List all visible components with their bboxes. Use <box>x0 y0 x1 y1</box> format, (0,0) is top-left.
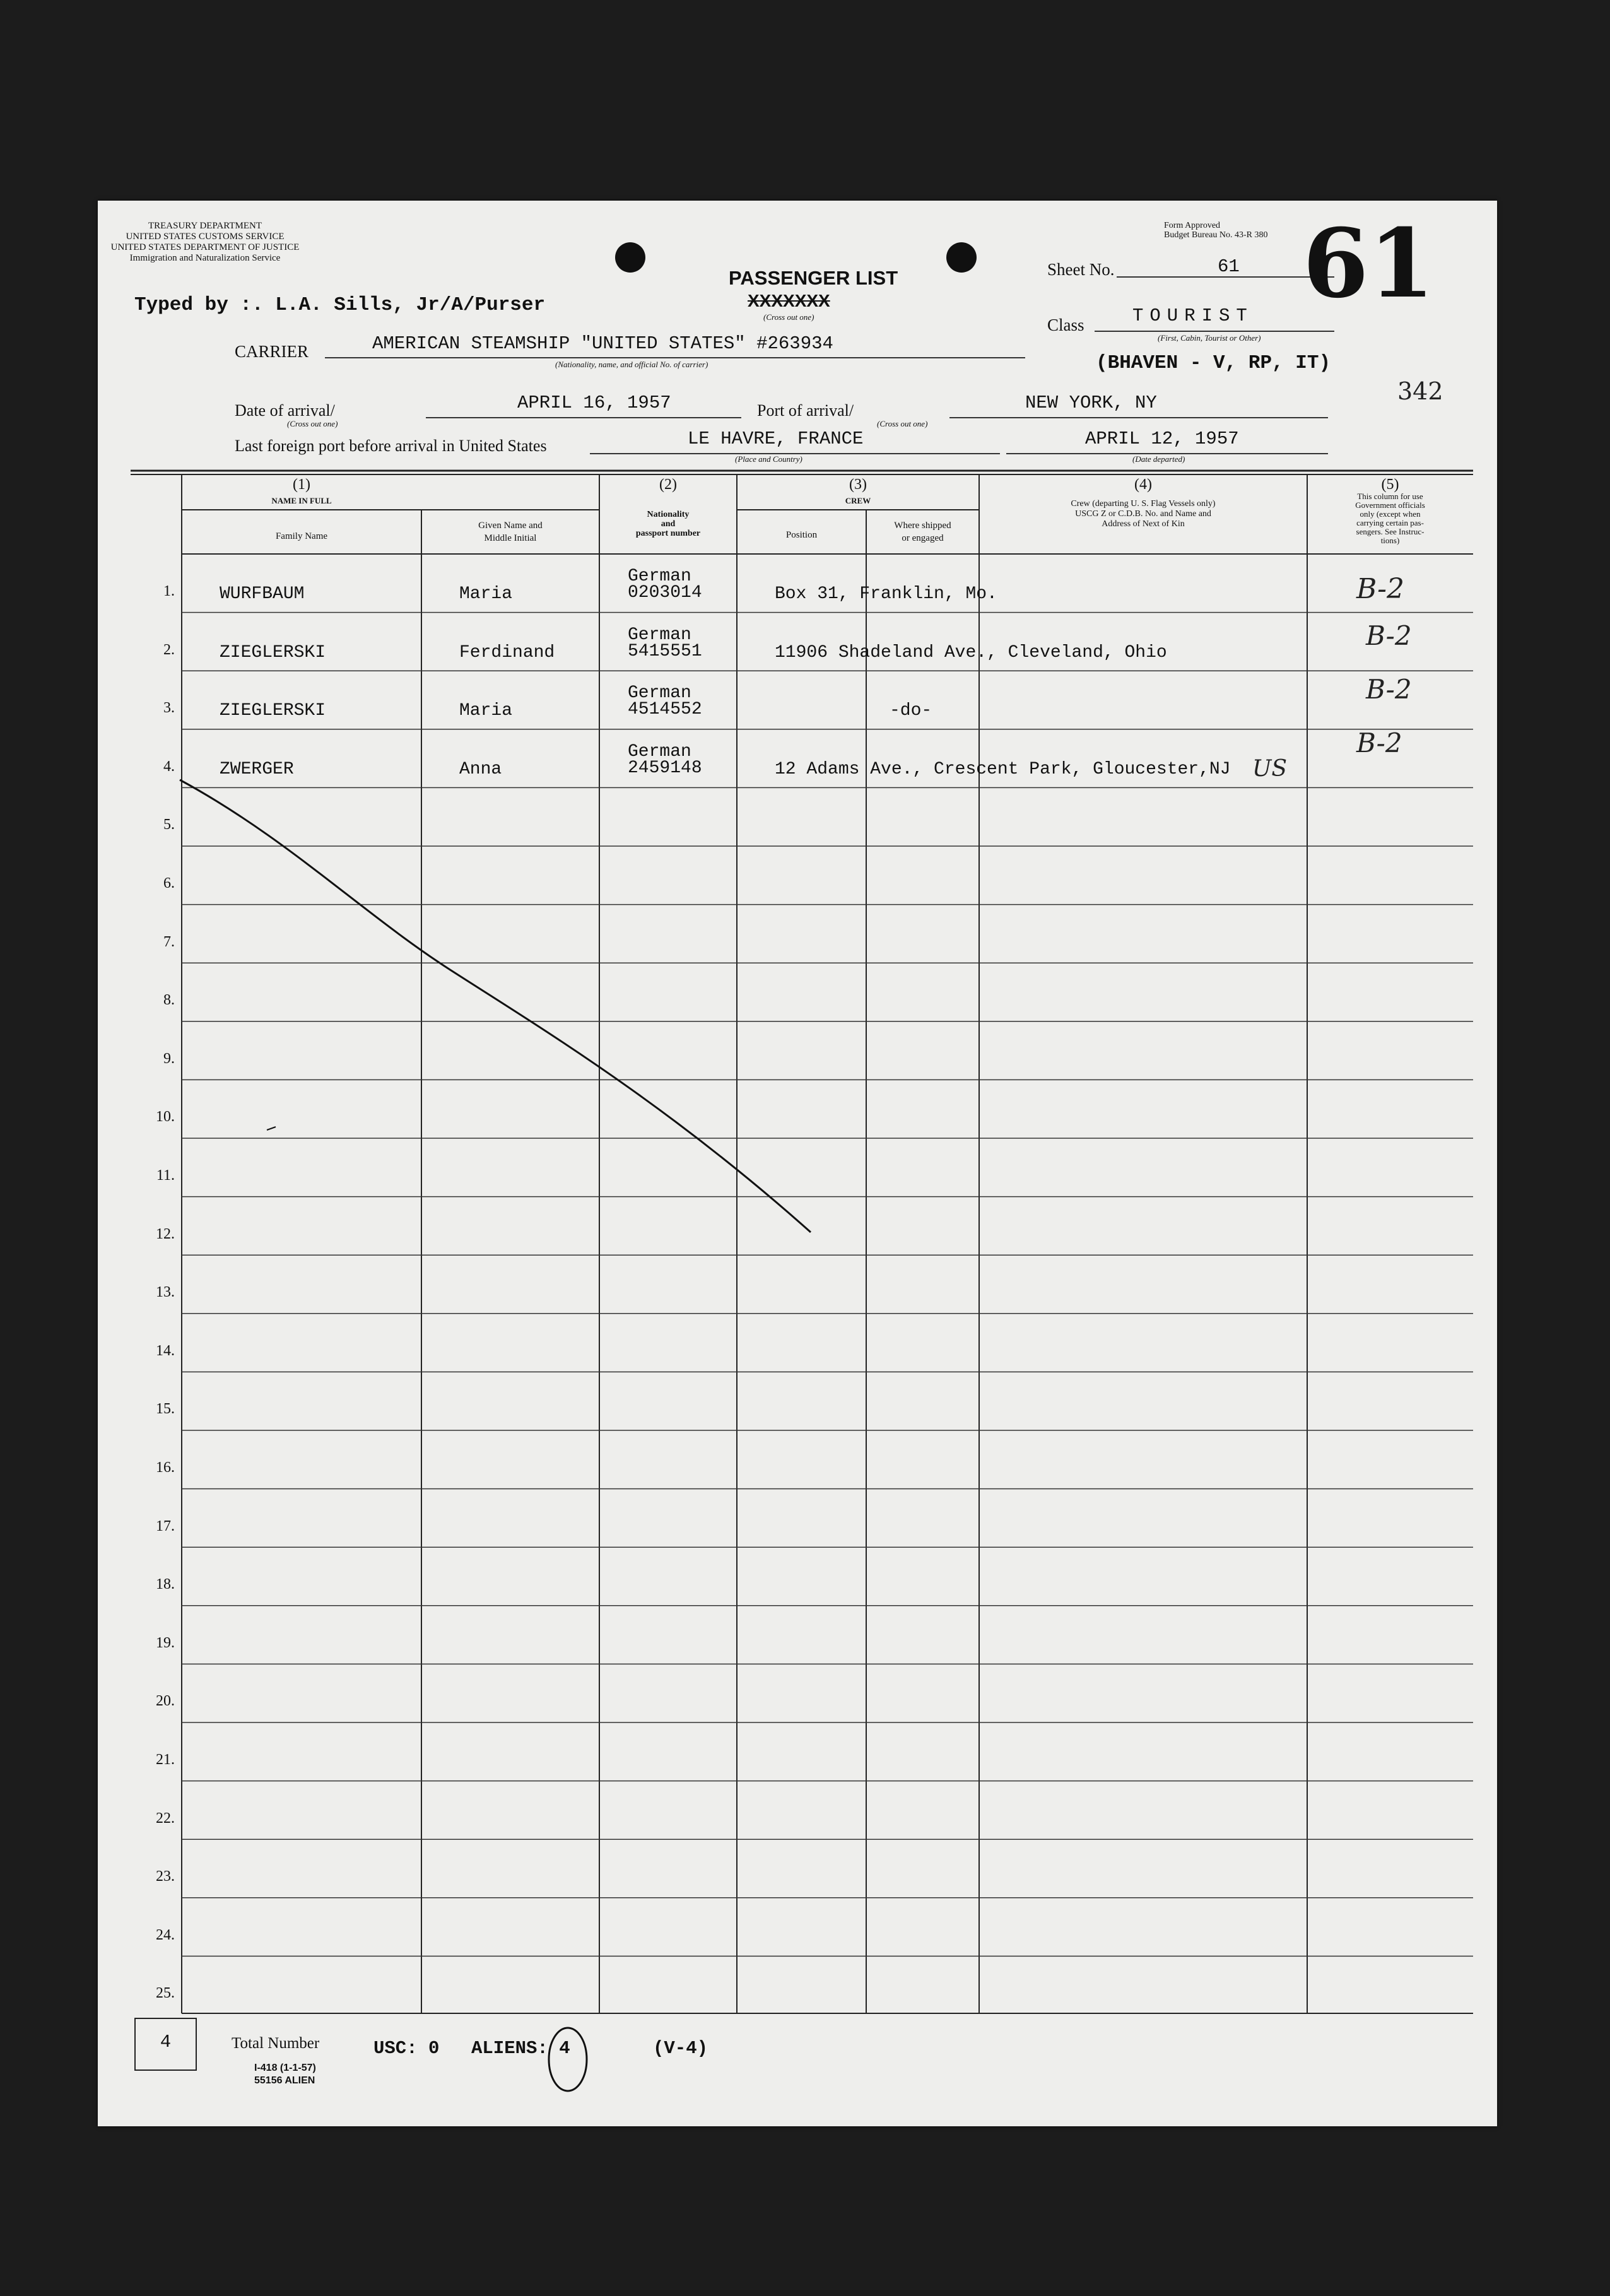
row-number: 2. <box>163 641 175 658</box>
passenger-address: 11906 Shadeland Ave., Cleveland, Ohio <box>775 642 1167 662</box>
class-label: Class <box>1047 315 1084 334</box>
passenger-passport: 0203014 <box>628 583 702 603</box>
carrier-value: AMERICAN STEAMSHIP "UNITED STATES" #263934 <box>372 333 833 354</box>
col-government-use-line-2: Government officials <box>1355 500 1425 510</box>
passenger-nationality: German <box>628 567 691 586</box>
agency-line-3: UNITED STATES DEPARTMENT OF JUSTICE <box>110 242 300 252</box>
col-crew-departing-line-3: Address of Next of Kin <box>1102 519 1185 529</box>
row-number: 6. <box>163 875 175 892</box>
col-crew: CREW <box>845 496 871 505</box>
row-number: 7. <box>163 933 175 950</box>
col-government-use-line-4: carrying certain pas- <box>1356 518 1424 527</box>
last-port-value: LE HAVRE, FRANCE <box>688 428 864 449</box>
col-3-number: (3) <box>849 476 867 493</box>
passenger-address: Box 31, Franklin, Mo. <box>775 584 997 604</box>
passenger-given-name: Maria <box>459 701 513 721</box>
col-family-name: Family Name <box>275 531 328 541</box>
col-given-name <box>421 519 599 545</box>
last-port-note: (Place and Country) <box>735 454 802 464</box>
col-given-name-line-1: Given Name and <box>478 521 543 531</box>
row-number: 10. <box>156 1109 175 1126</box>
handwritten-scribble: US <box>1252 756 1288 782</box>
row-number: 9. <box>163 1050 175 1067</box>
bhaven-code: (BHAVEN - V, RP, IT) <box>1096 352 1331 374</box>
passenger-nationality: German <box>628 625 691 645</box>
total-number-label: Total Number <box>232 2035 320 2052</box>
col-nationality <box>599 510 737 538</box>
col-shipped <box>866 519 979 545</box>
row-number: 4. <box>163 758 175 775</box>
passenger-address: 12 Adams Ave., Crescent Park, Gloucester,NJ <box>775 759 1231 779</box>
col-position: Position <box>785 530 818 540</box>
form-approved-line-2: Budget Bureau No. 43-R 380 <box>1164 230 1268 240</box>
col-shipped-line-2: or engaged <box>902 533 944 543</box>
col-crew-departing-line-2: USCG Z or C.D.B. No. and Name and <box>1075 509 1211 519</box>
passenger-family-name: WURFBAUM <box>220 584 305 604</box>
row-number: 21. <box>156 1751 175 1768</box>
row-number: 18. <box>156 1576 175 1593</box>
col-crew-departing <box>979 499 1307 529</box>
passenger-address: -do- <box>890 701 932 721</box>
col-government-use <box>1307 492 1473 545</box>
passenger-nationality: German <box>628 683 691 704</box>
col-given-name-line-2: Middle Initial <box>484 533 537 543</box>
carrier-note: (Nationality, name, and official No. of carrier) <box>555 360 708 369</box>
form-number-line-2: 55156 ALIEN <box>254 2075 315 2086</box>
port-label: Port of arrival/ <box>757 401 854 420</box>
row-number: 17. <box>156 1517 175 1534</box>
col-5-number: (5) <box>1381 476 1399 493</box>
form-approved-line-1: Form Approved <box>1164 221 1221 230</box>
passenger-passport: 5415551 <box>628 641 702 661</box>
passenger-passport: 4514552 <box>628 700 702 720</box>
passenger-given-name: Anna <box>459 759 502 779</box>
passenger-family-name: ZIEGLERSKI <box>220 642 326 662</box>
class-value: TOURIST <box>1132 305 1254 326</box>
stamped-page-number: 61 <box>1303 208 1435 319</box>
col-nationality-line-3: passport number <box>635 529 701 538</box>
passenger-family-name: ZIEGLERSKI <box>220 701 326 721</box>
arrival-date-value: APRIL 16, 1957 <box>517 392 671 413</box>
col-government-use-line-6: tions) <box>1380 536 1400 545</box>
form-page <box>98 201 1497 2126</box>
passenger-nationality: German <box>628 741 691 762</box>
passenger-family-name: ZWERGER <box>220 759 294 779</box>
row-number: 19. <box>156 1634 175 1651</box>
row-number: 1. <box>163 583 175 599</box>
passenger-passport: 2459148 <box>628 758 702 778</box>
handwritten-342: 342 <box>1397 377 1443 405</box>
aliens-circle <box>549 2028 587 2091</box>
diagonal-strike-line <box>180 780 811 1232</box>
col-government-use-line-3: only (except when <box>1360 509 1421 519</box>
row-number: 24. <box>156 1926 175 1943</box>
col-crew-departing-line-1: Crew (departing U. S. Flag Vessels only) <box>1071 499 1216 509</box>
col-government-use-line-1: This column for use <box>1357 492 1423 501</box>
row-number: 5. <box>163 816 175 833</box>
col-nationality-line-1: Nationality <box>647 510 690 519</box>
passenger-given-name: Maria <box>459 584 513 604</box>
col-4-number: (4) <box>1134 476 1152 493</box>
row-number: 14. <box>156 1342 175 1359</box>
row-number: 12. <box>156 1225 175 1242</box>
form-number-line-1: I-418 (1-1-57) <box>254 2063 316 2073</box>
row-number: 22. <box>156 1810 175 1827</box>
form-title: PASSENGER LIST <box>729 267 898 289</box>
col-nationality-line-2: and <box>661 519 676 529</box>
sheet-no-label: Sheet No. <box>1047 260 1115 279</box>
cross-out-note: (Cross out one) <box>763 312 814 322</box>
form-number <box>254 2062 316 2087</box>
crossed-out-word: XXXXXXX <box>748 291 830 310</box>
port-value: NEW YORK, NY <box>1025 392 1157 413</box>
class-note: (First, Cabin, Tourist or Other) <box>1158 333 1261 343</box>
row-number: 20. <box>156 1693 175 1710</box>
row-number: 3. <box>163 700 175 717</box>
agency-line-2: UNITED STATES CUSTOMS SERVICE <box>126 232 285 242</box>
col-1-number: (1) <box>293 476 310 493</box>
visa-count: (V-4) <box>653 2038 708 2059</box>
agency-line-1: TREASURY DEPARTMENT <box>148 221 262 231</box>
row-number: 8. <box>163 992 175 1009</box>
row-number: 25. <box>156 1985 175 2002</box>
sheet-no-value: 61 <box>1218 256 1240 277</box>
row-number: 16. <box>156 1459 175 1476</box>
passenger-given-name: Ferdinand <box>459 642 555 662</box>
port-note: (Cross out one) <box>877 419 928 428</box>
tick-mark <box>267 1127 276 1130</box>
agency-line-4: Immigration and Naturalization Service <box>129 253 281 263</box>
total-box-value: 4 <box>160 2032 172 2052</box>
col-government-use-line-5: sengers. See Instruc- <box>1356 527 1425 536</box>
last-port-label: Last foreign port before arrival in United States <box>235 437 547 455</box>
aliens-count: ALIENS: 4 <box>471 2038 570 2059</box>
departed-date: APRIL 12, 1957 <box>1085 428 1239 449</box>
departed-note: (Date departed) <box>1132 454 1185 464</box>
row-number: 23. <box>156 1868 175 1885</box>
row-number: 15. <box>156 1401 175 1418</box>
arrival-date-label: Date of arrival/ <box>235 401 335 420</box>
row-number: 13. <box>156 1284 175 1301</box>
visa-mark-row-2: B-2 <box>1366 620 1412 651</box>
typed-by: Typed by :. L.A. Sills, Jr/A/Purser <box>134 294 546 316</box>
col-shipped-line-1: Where shipped <box>894 521 951 531</box>
visa-mark-row-4: B-2 <box>1356 727 1402 758</box>
usc-count: USC: 0 <box>373 2038 440 2059</box>
visa-mark-row-1: B-2 <box>1356 573 1405 605</box>
row-number: 11. <box>156 1167 175 1184</box>
carrier-label: CARRIER <box>235 342 309 361</box>
visa-mark-row-3: B-2 <box>1366 674 1412 705</box>
col-1-title: NAME IN FULL <box>271 496 332 505</box>
col-2-number: (2) <box>659 476 677 493</box>
arrival-date-note: (Cross out one) <box>287 419 338 428</box>
